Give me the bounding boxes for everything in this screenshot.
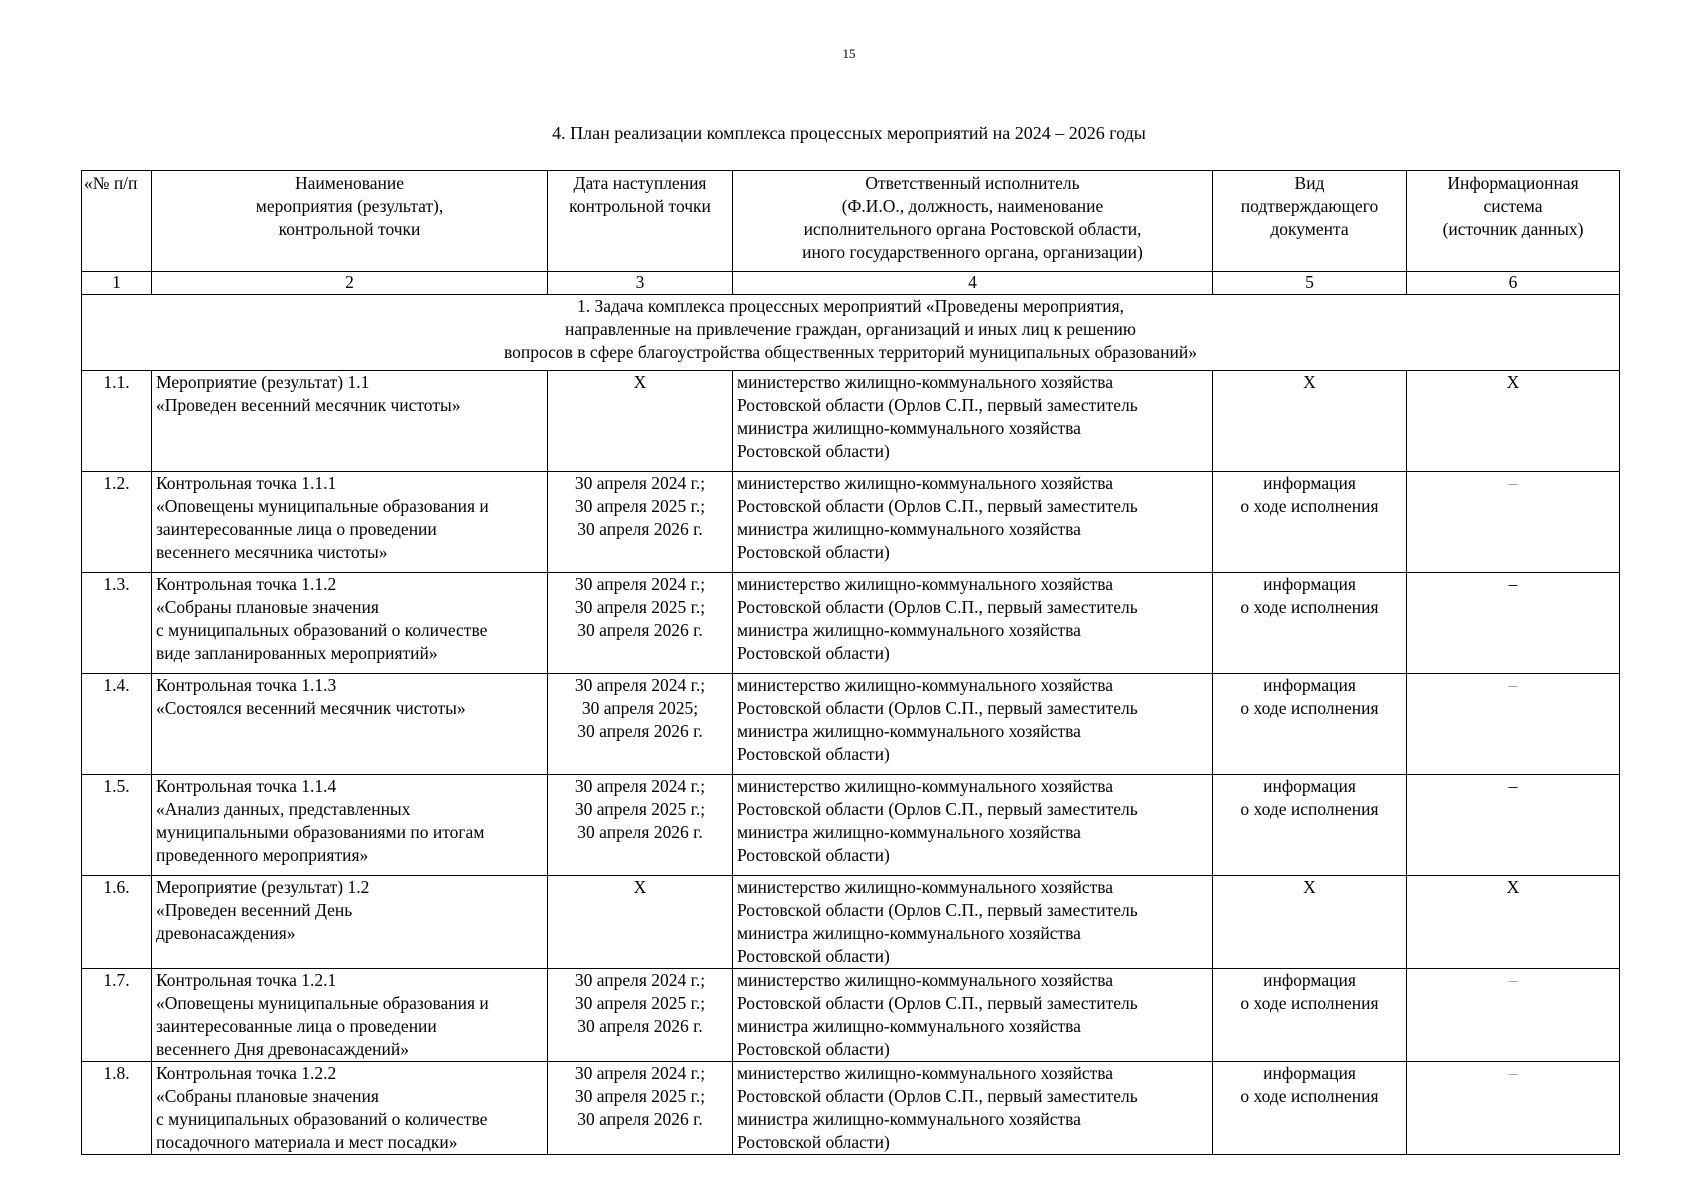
responsible-executor: министерство жилищно-коммунального хозяйства Ростовской области (Орлов С.П., первый заместитель министра жилищно-коммунального хозяйства Ростовской области) — [733, 472, 1213, 573]
page-number: 15 — [842, 46, 856, 61]
page-title: 4. План реализации комплекса процессных мероприятий на 2024 – 2026 годы — [552, 123, 1146, 143]
responsible-executor: министерство жилищно-коммунального хозяйства Ростовской области (Орлов С.П., первый заместитель министра жилищно-коммунального хозяйства Ростовской области) — [733, 775, 1213, 876]
control-date: 30 апреля 2024 г.; 30 апреля 2025 г.; 30 апреля 2026 г. — [548, 1062, 733, 1155]
row-number: 1.6. — [82, 876, 152, 969]
column-number: 2 — [152, 272, 548, 295]
table-row — [82, 969, 1620, 1062]
responsible-executor: министерство жилищно-коммунального хозяйства Ростовской области (Орлов С.П., первый заместитель министра жилищно-коммунального хозяйства Ростовской области) — [733, 969, 1213, 1062]
row-number: 1.2. — [82, 472, 152, 573]
table-row — [82, 573, 1620, 674]
event-name: Контрольная точка 1.2.2 «Собраны плановые значения с муниципальных образований о количестве посадочного материала и мест посадки» — [152, 1062, 548, 1155]
control-date: 30 апреля 2024 г.; 30 апреля 2025 г.; 30 апреля 2026 г. — [548, 472, 733, 573]
information-system: – — [1407, 1062, 1620, 1155]
event-name: Мероприятие (результат) 1.2 «Проведен весенний День древонасаждения» — [152, 876, 548, 969]
responsible-executor: министерство жилищно-коммунального хозяйства Ростовской области (Орлов С.П., первый заместитель министра жилищно-коммунального хозяйства Ростовской области) — [733, 1062, 1213, 1155]
control-date: Х — [548, 876, 733, 969]
responsible-executor: министерство жилищно-коммунального хозяйства Ростовской области (Орлов С.П., первый заместитель министра жилищно-коммунального хозяйства Ростовской области) — [733, 371, 1213, 472]
column-number: 4 — [733, 272, 1213, 295]
table-row — [82, 876, 1620, 969]
confirming-document: Х — [1213, 371, 1407, 472]
control-date: 30 апреля 2024 г.; 30 апреля 2025 г.; 30 апреля 2026 г. — [548, 969, 733, 1062]
information-system: – — [1407, 775, 1620, 876]
responsible-executor: министерство жилищно-коммунального хозяйства Ростовской области (Орлов С.П., первый заместитель министра жилищно-коммунального хозяйства Ростовской области) — [733, 674, 1213, 775]
column-number: 5 — [1213, 272, 1407, 295]
event-name: Контрольная точка 1.1.2 «Собраны плановые значения с муниципальных образований о количестве виде запланированных мероприятий» — [152, 573, 548, 674]
header-document: Вид подтверждающего документа — [1213, 171, 1407, 272]
header-info-system: Информационная система (источник данных) — [1407, 171, 1620, 272]
control-date: 30 апреля 2024 г.; 30 апреля 2025; 30 апреля 2026 г. — [548, 674, 733, 775]
event-name: Мероприятие (результат) 1.1 «Проведен весенний месячник чистоты» — [152, 371, 548, 472]
table-row — [82, 674, 1620, 775]
table-header-row — [82, 171, 1620, 272]
event-name: Контрольная точка 1.1.3 «Состоялся весенний месячник чистоты» — [152, 674, 548, 775]
information-system: – — [1407, 573, 1620, 674]
column-number: 1 — [82, 272, 152, 295]
table-row — [82, 1062, 1620, 1155]
column-number: 3 — [548, 272, 733, 295]
confirming-document: информация о ходе исполнения — [1213, 573, 1407, 674]
confirming-document: информация о ходе исполнения — [1213, 1062, 1407, 1155]
header-number: «№ п/п — [82, 171, 152, 272]
event-name: Контрольная точка 1.2.1 «Оповещены муниципальные образования и заинтересованные лица о проведении весеннего Дня древонасаждений» — [152, 969, 548, 1062]
confirming-document: Х — [1213, 876, 1407, 969]
row-number: 1.3. — [82, 573, 152, 674]
event-name: Контрольная точка 1.1.1 «Оповещены муниципальные образования и заинтересованные лица о проведении весеннего месячника чистоты» — [152, 472, 548, 573]
confirming-document: информация о ходе исполнения — [1213, 775, 1407, 876]
task-title: 1. Задача комплекса процессных мероприятий «Проведены мероприятия, направленные на привлечение граждан, организаций и иных лиц к решению вопросов в сфере благоустройства общественных территорий муниципальных образований» — [82, 295, 1620, 371]
information-system: Х — [1407, 371, 1620, 472]
table-row — [82, 775, 1620, 876]
header-name: Наименование мероприятия (результат), контрольной точки — [152, 171, 548, 272]
information-system: – — [1407, 674, 1620, 775]
row-number: 1.1. — [82, 371, 152, 472]
confirming-document: информация о ходе исполнения — [1213, 969, 1407, 1062]
header-executor: Ответственный исполнитель (Ф.И.О., должность, наименование исполнительного органа Ростовской области, иного государственного органа, организации) — [733, 171, 1213, 272]
column-number-row — [82, 272, 1620, 295]
plan-table — [81, 170, 1620, 1155]
responsible-executor: министерство жилищно-коммунального хозяйства Ростовской области (Орлов С.П., первый заместитель министра жилищно-коммунального хозяйства Ростовской области) — [733, 573, 1213, 674]
responsible-executor: министерство жилищно-коммунального хозяйства Ростовской области (Орлов С.П., первый заместитель министра жилищно-коммунального хозяйства Ростовской области) — [733, 876, 1213, 969]
control-date: 30 апреля 2024 г.; 30 апреля 2025 г.; 30 апреля 2026 г. — [548, 573, 733, 674]
column-number: 6 — [1407, 272, 1620, 295]
row-number: 1.8. — [82, 1062, 152, 1155]
confirming-document: информация о ходе исполнения — [1213, 674, 1407, 775]
control-date: Х — [548, 371, 733, 472]
row-number: 1.7. — [82, 969, 152, 1062]
table-row — [82, 472, 1620, 573]
table-row — [82, 371, 1620, 472]
information-system: Х — [1407, 876, 1620, 969]
header-date: Дата наступления контрольной точки — [548, 171, 733, 272]
row-number: 1.5. — [82, 775, 152, 876]
task-row — [82, 295, 1620, 371]
row-number: 1.4. — [82, 674, 152, 775]
information-system: – — [1407, 472, 1620, 573]
information-system: – — [1407, 969, 1620, 1062]
event-name: Контрольная точка 1.1.4 «Анализ данных, представленных муниципальными образованиями по итогам проведенного мероприятия» — [152, 775, 548, 876]
control-date: 30 апреля 2024 г.; 30 апреля 2025 г.; 30 апреля 2026 г. — [548, 775, 733, 876]
confirming-document: информация о ходе исполнения — [1213, 472, 1407, 573]
